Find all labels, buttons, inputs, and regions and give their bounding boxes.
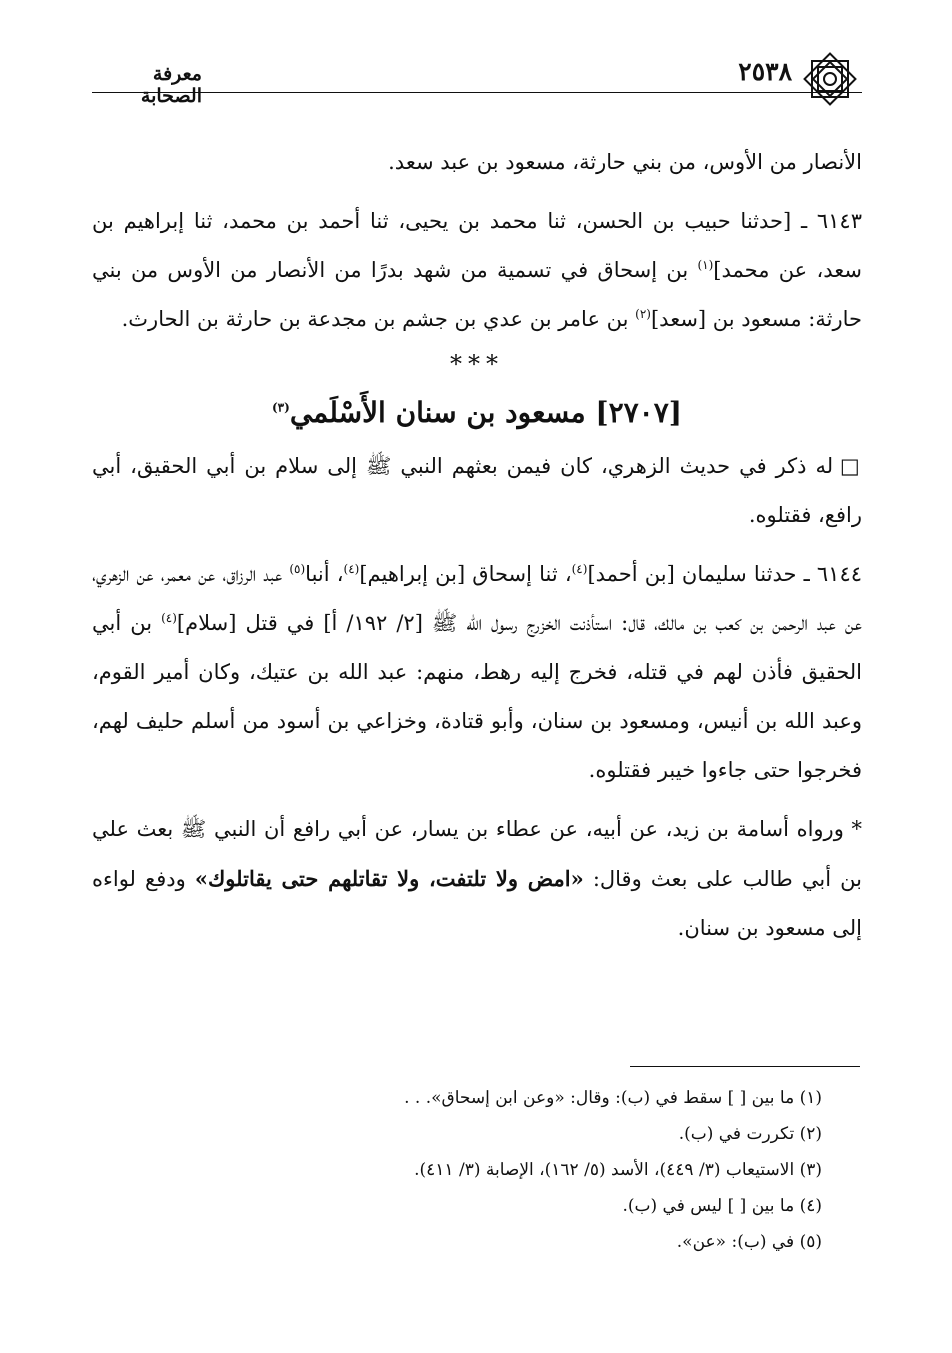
footnote-ref-5: (٥): [289, 562, 306, 576]
paragraph-intro-line: الأنصار من الأوس، من بني حارثة، مسعود بن عبد سعد.: [388, 150, 862, 174]
footnote-ref-3: (٣): [271, 400, 290, 415]
narration-note-text-b: ودفع لواءه إلى مسعود بن سنان.: [92, 867, 862, 940]
main-text: [92, 138, 862, 953]
hadith-6144-text-e: بن أبي الحقيق فأذن لهم في قتله، فخرج إليه رهط، منهم: عبد الله بن عتيك، وكان أمير القوم، وعبد الله بن أنيس، ومسعود بن سنان، وأبو قتادة، وخزاعي بن أسود من أسلم حليف لهم، فخرجوا حتى جاءوا خيبر فقتلوه.: [92, 611, 862, 782]
footnote-5: (٥) في (ب): «عن».: [676, 1232, 822, 1252]
asterisk-marker-icon: *: [851, 817, 862, 841]
page-number: ٢٥٣٨: [738, 57, 792, 86]
hadith-6144: [92, 550, 862, 795]
footnote-ref-2: (٢): [635, 307, 651, 321]
book-title: معرفة الصحابة: [140, 63, 202, 107]
footnote-ref-4a: (٤): [571, 562, 588, 576]
entry-intro: [92, 442, 862, 540]
page-header: [92, 55, 862, 107]
narration-note: [92, 805, 862, 953]
section-separator: ***: [450, 350, 504, 378]
square-marker-icon: □: [839, 454, 862, 478]
hadith-6143-text-c: بن عامر بن عدي بن جشم بن مجدعة بن حارثة بن الحارث.: [121, 307, 636, 331]
header-divider: [92, 92, 862, 93]
footnotes: [92, 1080, 822, 1260]
hadith-6143-text-b: بن إسحاق في تسمية من شهد بدرًا من الأنصار من الأوس من بني حارثة: مسعود بن [سعد]: [92, 258, 862, 331]
prophetic-quote: «امض ولا تلتفت، ولا تقاتلهم حتى يقاتلوك»: [194, 866, 584, 891]
footnote-ref-1: (١): [697, 258, 714, 272]
footnote-ref-4c: (٤): [161, 611, 177, 625]
entry-intro-text: له ذكر في حديث الزهري، كان فيمن بعثهم النبي ﷺ إلى سلام بن أبي الحقيق، أبي رافع، فقتلوه.: [92, 454, 862, 527]
footnote-3: (٣) الاستيعاب (٣/ ٤٤٩)، الأسد (٥/ ١٦٢)، الإصابة (٣/ ٤١١).: [414, 1160, 822, 1180]
footnote-divider: [630, 1066, 860, 1067]
footnote-1: (١) ما بين [ ] سقط في (ب): وقال: «وعن ابن إسحاق». . .: [404, 1088, 822, 1108]
hadith-6144-text-b: ، ثنا إسحاق [بن إبراهيم]: [359, 562, 572, 586]
hadith-6143: [92, 197, 862, 344]
entry-title-text: [٢٧٠٧] مسعود بن سنان الأَسْلَمي: [289, 396, 682, 429]
hadith-6144-text-a: ٦١٤٤ ـ حدثنا سليمان [بن أحمد]: [587, 562, 863, 586]
hadith-6144-text-d: عبد الرزاق، عن معمر، عن الزهري، عن عبد الرحمن بن كعب بن مالك، قال: استأذنت الخزرج رسول الله ﷺ [٢/ ١٩٢/ أ] في قتل [سلام]: [92, 562, 862, 635]
hadith-6144-text-c: ، أنبا: [305, 562, 344, 586]
footnote-2: (٢) تكررت في (ب).: [678, 1124, 822, 1144]
narration-note-text-a: ورواه أسامة بن زيد، عن أبيه، عن عطاء بن يسار، عن أبي رافع أن النبي ﷺ بعث علي بن أبي طالب على بعث وقال:: [92, 817, 862, 891]
star-ornament-icon: [798, 47, 862, 111]
footnote-4: (٤) ما بين [ ] ليس في (ب).: [622, 1196, 822, 1216]
footnote-ref-4b: (٤): [343, 562, 360, 576]
entry-title: [92, 384, 862, 442]
hadith-6143-text-a: ٦١٤٣ ـ [حدثنا حبيب بن الحسن، ثنا محمد بن يحيى، ثنا أحمد بن محمد، ثنا إبراهيم بن سعد، عن محمد]: [92, 209, 862, 282]
